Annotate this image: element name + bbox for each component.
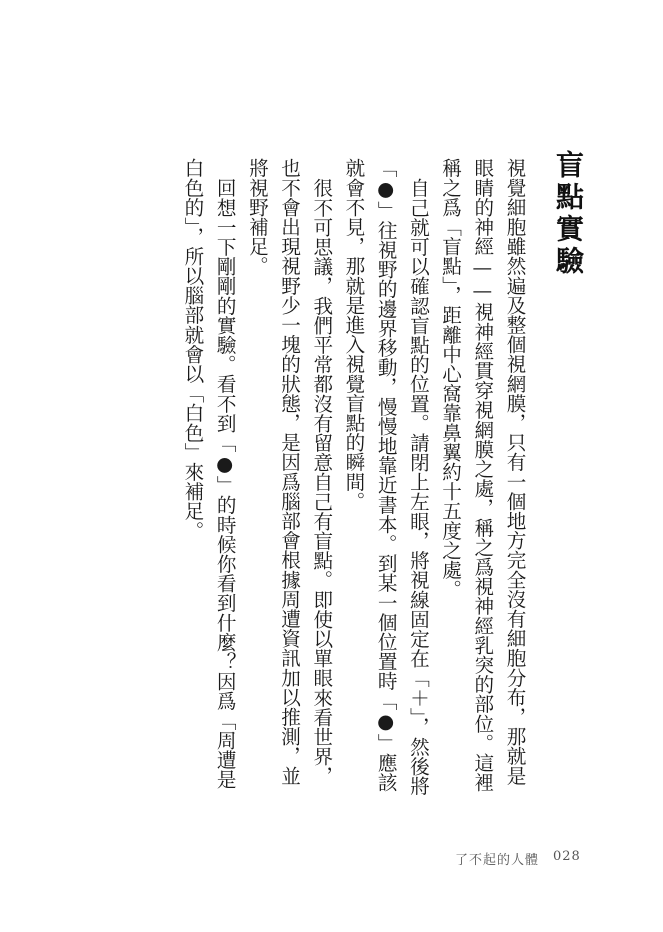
paragraph: 很不可思議，我們平常都沒有留意自己有盲點。即使以單眼來看世界，也不會出現視野少一塊的狀態，是因爲腦部會根據周遭資訊加以推測，並將視野補足。: [245, 158, 333, 786]
page-number: 028: [553, 849, 581, 864]
paragraph: 自己就可以確認盲點的位置。請閉上左眼，將視線固定在「＋」，然後將「●」往視野的邊界移動，慢慢地靠近書本。到某一個位置時「●」應該就會不見，那就是進入視覺盲點的瞬間。: [341, 158, 430, 795]
chapter-title: 盲點實驗: [552, 150, 585, 278]
running-book-title: 了不起的人體: [454, 853, 539, 868]
page-footer: [0, 849, 663, 869]
paragraph: 視覺細胞雖然遍及整個視網膜，只有一個地方完全沒有細胞分布，那就是眼睛的神經——視神經貫穿視網膜之處，稱之爲視神經乳突的部位。這裡稱之爲「盲點」，距離中心窩靠鼻翼約十五度之處。: [438, 158, 526, 792]
body-text: [180, 158, 530, 798]
paragraph: 回想一下剛剛的實驗。看不到「●」的時候你看到什麼？因爲「周遭是白色的」，所以腦部就會以「白色」來補足。: [180, 158, 237, 789]
